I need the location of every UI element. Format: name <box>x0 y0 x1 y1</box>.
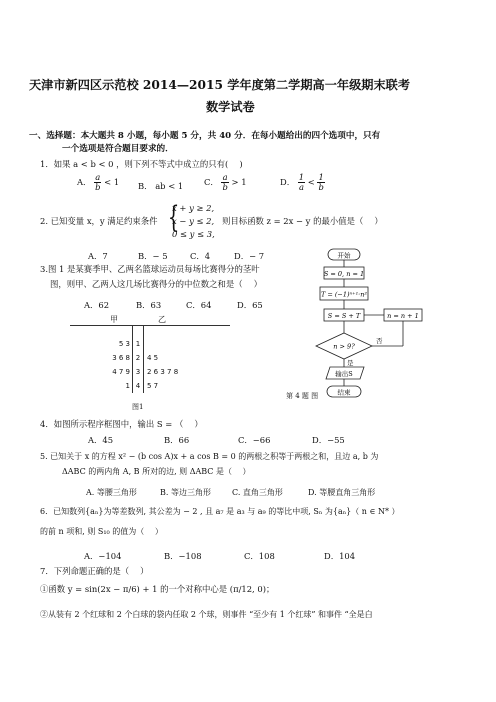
q2-stem-pre: 2. 已知变量 x，y 满足约束条件 <box>40 216 158 226</box>
q6-line-1: 6．已知数列{aₙ}为等差数列, 其公差为 − 2 , 且 a₇ 是 a₃ 与 a₉ 的等比中项, Sₙ 为{aₙ}（ n ∈ N* ） <box>40 507 400 516</box>
stem-leaf-row: 3 6 8 <box>112 354 130 362</box>
q7-stem: 7．下列命题正确的是（ ） <box>40 566 149 576</box>
figure-caption: 图1 <box>132 403 144 411</box>
stem-leaf-row: 1 <box>125 382 130 390</box>
q2-constraint-3: 0 ≤ y ≤ 3, <box>172 229 215 239</box>
q2-constraint-2: x − y ≤ 2, <box>172 216 215 226</box>
q1-stem: 1．如果 a < b < 0 ，则下列不等式中成立的只有( ) <box>40 159 243 169</box>
q3-option-d: D．65 <box>237 300 263 310</box>
stem-leaf-plot <box>70 313 240 413</box>
q4-option-c: C．−66 <box>238 435 271 445</box>
section-heading-cont: 一个选项是符合题目要求的． <box>62 144 174 154</box>
flowchart-init: S = 0, n = 1 <box>323 270 365 278</box>
q3-option-b: B．63 <box>136 300 162 310</box>
q1-option-b: B． ab < 1 <box>138 181 184 191</box>
flowchart-sum: S = S + T <box>327 312 361 320</box>
stem-leaf-row: 2 <box>135 354 141 362</box>
exam-subtitle: 数学试卷 <box>206 100 255 114</box>
flowchart-output: 输出S <box>335 370 353 378</box>
stem-leaf-row: 4 7 9 <box>112 368 130 376</box>
q6-option-c: C．108 <box>244 551 275 561</box>
stem-leaf-row: 4 <box>135 382 141 390</box>
q4-option-a: A．45 <box>88 435 114 445</box>
q6-line-2: 的前 n 项和, 则 S₁₀ 的值为（ ） <box>40 527 163 536</box>
stem-leaf-row: 5 7 <box>147 382 159 390</box>
q2-option-d: D．− 7 <box>234 251 265 261</box>
flowchart <box>300 247 450 407</box>
q4-stem: 4．如图所示程序框图中，输出 S = （ ） <box>40 419 203 429</box>
q7-item-2: ②从装有 2 个红球和 2 个白球的袋内任取 2 个球，则事件 “至少有 1 个红球” 和事件 “全是白 <box>40 610 373 619</box>
q5-option-b: B. 等边三角形 <box>160 488 211 497</box>
q3-line-1: 3.图 1 是某赛季甲、乙两名篮球运动员每场比赛得分的茎叶 <box>40 264 260 274</box>
q3-option-a: A．62 <box>84 300 110 310</box>
q7-item-1: ①函数 y = sin(2x − π/6) + 1 的一个对称中心是 (π/12, 0)； <box>40 584 275 594</box>
q5-option-d: D. 等腰直角三角形 <box>308 488 376 497</box>
flowchart-no: 否 <box>376 337 383 345</box>
q3-option-c: C．64 <box>186 300 212 310</box>
flowchart-yes: 是 <box>347 359 354 367</box>
q4-option-b: B．66 <box>164 435 190 445</box>
flowchart-start: 开始 <box>337 251 351 260</box>
q5-option-c: C. 直角三角形 <box>232 488 283 497</box>
q2-stem-post: 则目标函数 z = 2x − y 的最小值是（ ） <box>222 216 383 226</box>
stem-leaf-row: 4 5 <box>147 354 159 362</box>
q2-option-b: B．− 5 <box>138 251 168 261</box>
q2-option-c: C．4 <box>190 251 211 261</box>
q5-option-a: A. 等腰三角形 <box>86 488 137 497</box>
stem-leaf-row: 3 <box>135 368 141 376</box>
q1-option-c: C． $\frac{a}{b}$ > 1 <box>204 172 247 192</box>
q2-option-a: A．7 <box>88 251 108 261</box>
flowchart-caption: 第 4 题 图 <box>286 392 319 400</box>
flowchart-cond: n > 9? <box>333 342 355 351</box>
q6-option-a: A．−104 <box>84 551 122 561</box>
q3-line-2: 图，则甲、乙两人这几场比赛得分的中位数之和是（ ） <box>50 279 263 289</box>
stem-leaf-row: 5 3 <box>118 340 130 348</box>
q2-constraint-1: x + y ≥ 2, <box>172 203 215 213</box>
stem-leaf-row: 1 <box>135 340 141 348</box>
flowchart-end: 结束 <box>337 388 351 397</box>
stem-leaf-row: 2 6 3 7 8 <box>147 368 179 376</box>
section-heading: 一、选择题：本大题共 8 小题，每小题 5 分，共 40 分．在每小题给出的四个选项中，只有 <box>29 131 381 141</box>
stem-leaf-left-label: 甲 <box>110 315 118 324</box>
q5-line-1: 5. 已知关于 x 的方程 x² − (b cos A)x + a cos B = 0 的两根之积等于两根之和，且边 a, b 为 <box>40 452 379 461</box>
q6-option-b: B．−108 <box>164 551 202 561</box>
q2-brace: { <box>167 200 180 235</box>
q4-option-d: D．−55 <box>312 435 345 445</box>
flowchart-inc: n = n + 1 <box>387 312 419 320</box>
q1-option-d: D． $\frac{1}{a}$ < $\frac{1}{b}$ <box>280 172 324 192</box>
q6-option-d: D．104 <box>324 551 356 561</box>
stem-leaf-right-label: 乙 <box>158 315 166 324</box>
q1-option-a: A． $\frac{a}{b}$ < 1 <box>77 172 120 192</box>
q5-line-2: ΔABC 的两内角 A, B 所对的边, 则 ΔABC 是（ ） <box>62 467 251 476</box>
exam-title: 天津市新四区示范校 2014—2015 学年度第二学期高一年级期末联考 <box>29 78 411 92</box>
flowchart-calc: T = (−1)ⁿ⁺¹·n² <box>320 290 368 299</box>
